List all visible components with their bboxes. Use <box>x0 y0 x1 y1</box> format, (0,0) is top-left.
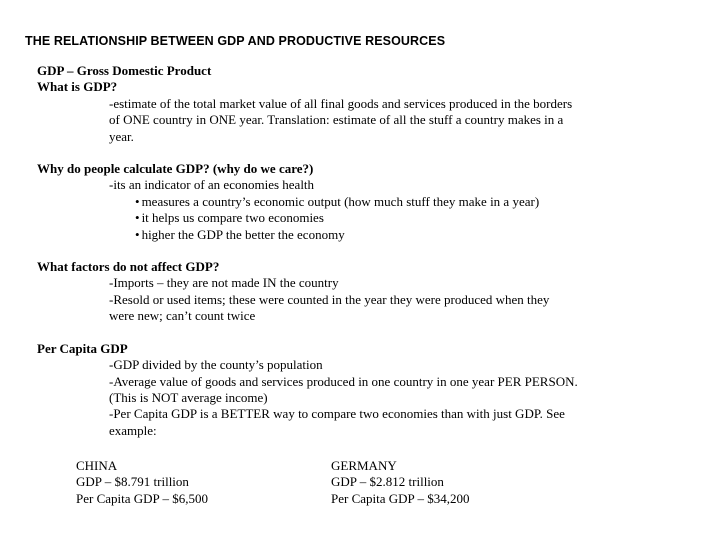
gdp-definition-heading: GDP – Gross Domestic Product <box>37 63 212 78</box>
per-capita-line: example: <box>109 422 157 438</box>
what-is-gdp-heading: What is GDP? <box>37 79 118 95</box>
bullet-item: • measures a country’s economic output (how much stuff they make in a year) <box>135 194 637 210</box>
per-capita-heading: Per Capita GDP <box>37 340 128 356</box>
page-title: THE RELATIONSHIP BETWEEN GDP AND PRODUCTIVE RESOURCES <box>25 34 446 48</box>
what-is-gdp-line: year. <box>109 128 134 144</box>
not-affect-line: -Resold or used items; these were counted in the year they were produced when they <box>109 291 550 307</box>
country-per-capita: Per Capita GDP – $34,200 <box>331 490 470 506</box>
not-affect-line: -Imports – they are not made IN the country <box>109 275 339 291</box>
per-capita-line: -GDP divided by the county’s population <box>109 357 323 373</box>
bullet-item: • higher the GDP the better the economy <box>135 227 637 243</box>
why-calculate-bullet-list <box>37 194 637 243</box>
country-name: GERMANY <box>331 458 397 473</box>
why-calculate-heading: Why do people calculate GDP? (why do we care?) <box>37 161 314 177</box>
what-is-gdp-line: of ONE country in ONE year. Translation: estimate of all the stuff a country makes in a <box>109 112 564 128</box>
document-body <box>37 63 637 439</box>
not-affect-line: were new; can’t count twice <box>109 308 256 324</box>
why-calculate-line: -its an indicator of an economies health <box>109 177 315 193</box>
country-per-capita: Per Capita GDP – $6,500 <box>76 490 209 506</box>
not-affect-heading: What factors do not affect GDP? <box>37 259 220 275</box>
per-capita-line: -Average value of goods and services produced in one country in one year PER PERSON. <box>109 373 578 389</box>
country-gdp: GDP – $8.791 trillion <box>76 474 189 490</box>
bullet-item: • it helps us compare two economies <box>135 210 637 226</box>
country-name: CHINA <box>76 458 118 473</box>
germany-column <box>331 458 470 507</box>
china-column <box>76 458 208 507</box>
country-gdp: GDP – $2.812 trillion <box>331 474 444 490</box>
per-capita-line: -Per Capita GDP is a BETTER way to compare two economies than with just GDP. See <box>109 406 565 422</box>
what-is-gdp-line: -estimate of the total market value of all final goods and services produced in the borders <box>109 95 573 111</box>
per-capita-line: (This is NOT average income) <box>109 389 268 405</box>
